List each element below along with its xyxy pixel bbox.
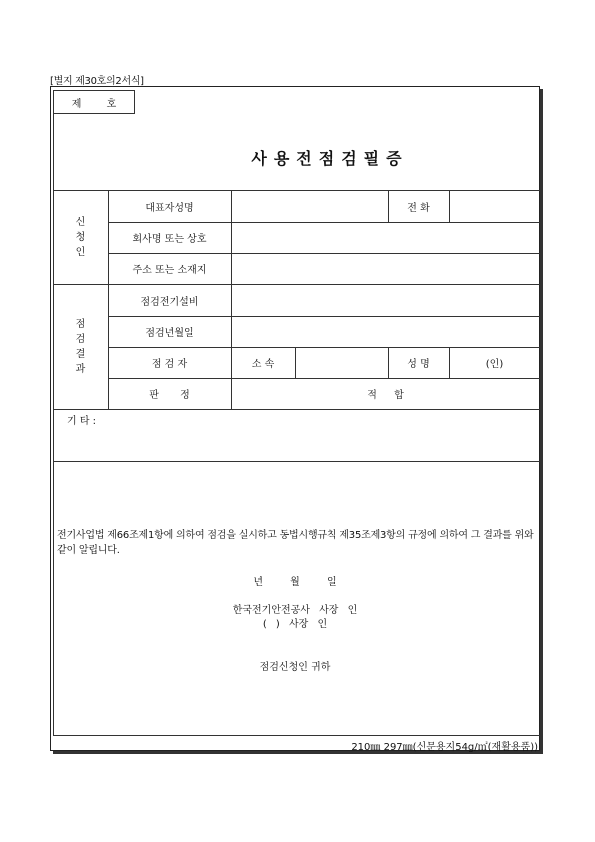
judgment-value: 적 합 — [367, 390, 404, 401]
inspection-date-label: 점검년월일 — [145, 328, 194, 339]
recipient-line: 점검신청인 귀하 — [259, 662, 331, 673]
page-title: 사용전점검필증 — [251, 149, 409, 168]
issuer-line: 한국전기안전공사 사장 인 — [232, 605, 358, 616]
result-char: 점 — [75, 318, 86, 330]
number-label: 제 호 — [71, 98, 117, 110]
result-char: 검 — [75, 333, 86, 345]
facility-label: 점검전기설비 — [140, 296, 199, 308]
form-frame — [50, 86, 540, 751]
result-char: 결 — [75, 348, 86, 360]
affiliation-label: 소 속 — [251, 359, 275, 370]
table-rule — [53, 409, 540, 410]
date-line: 년 월 일 — [253, 577, 337, 588]
table-rule — [295, 347, 296, 378]
table-rule — [53, 90, 54, 735]
judgment-label: 판 정 — [149, 390, 190, 401]
applicant-group-label — [53, 190, 108, 284]
notice-text: 전기사업법 제66조제1항에 의하여 점검을 실시하고 동법시행규칙 제35조제3항의 규정에 의하여 그 결과를 위와 같이 알립니다. — [57, 530, 534, 556]
paper-spec: 210㎜ 297㎜(신문용지54g/㎡(재활용품)) — [351, 742, 538, 753]
phone-label: 전 화 — [407, 202, 430, 214]
result-group-label — [53, 284, 108, 409]
result-char: 과 — [75, 363, 86, 375]
address-label: 주소 또는 소재지 — [132, 265, 207, 276]
representative-label: 대표자성명 — [145, 202, 194, 214]
table-rule — [449, 190, 450, 222]
form-caption: [별지 제30호의2서식] — [50, 76, 144, 87]
frame-shadow-right — [540, 89, 543, 754]
table-rule — [53, 461, 540, 462]
seal-label: (인) — [485, 359, 504, 370]
applicant-char: 청 — [75, 231, 86, 243]
table-rule — [53, 735, 540, 736]
inspector-label: 점 검 자 — [151, 359, 188, 370]
issuer-branch-line: ( ) 사장 인 — [262, 619, 328, 630]
other-label: 기 타 : — [67, 416, 97, 427]
name-label: 성 명 — [407, 359, 430, 370]
company-label: 회사명 또는 상호 — [132, 234, 207, 245]
applicant-char: 인 — [75, 246, 86, 258]
applicant-char: 신 — [75, 216, 86, 228]
